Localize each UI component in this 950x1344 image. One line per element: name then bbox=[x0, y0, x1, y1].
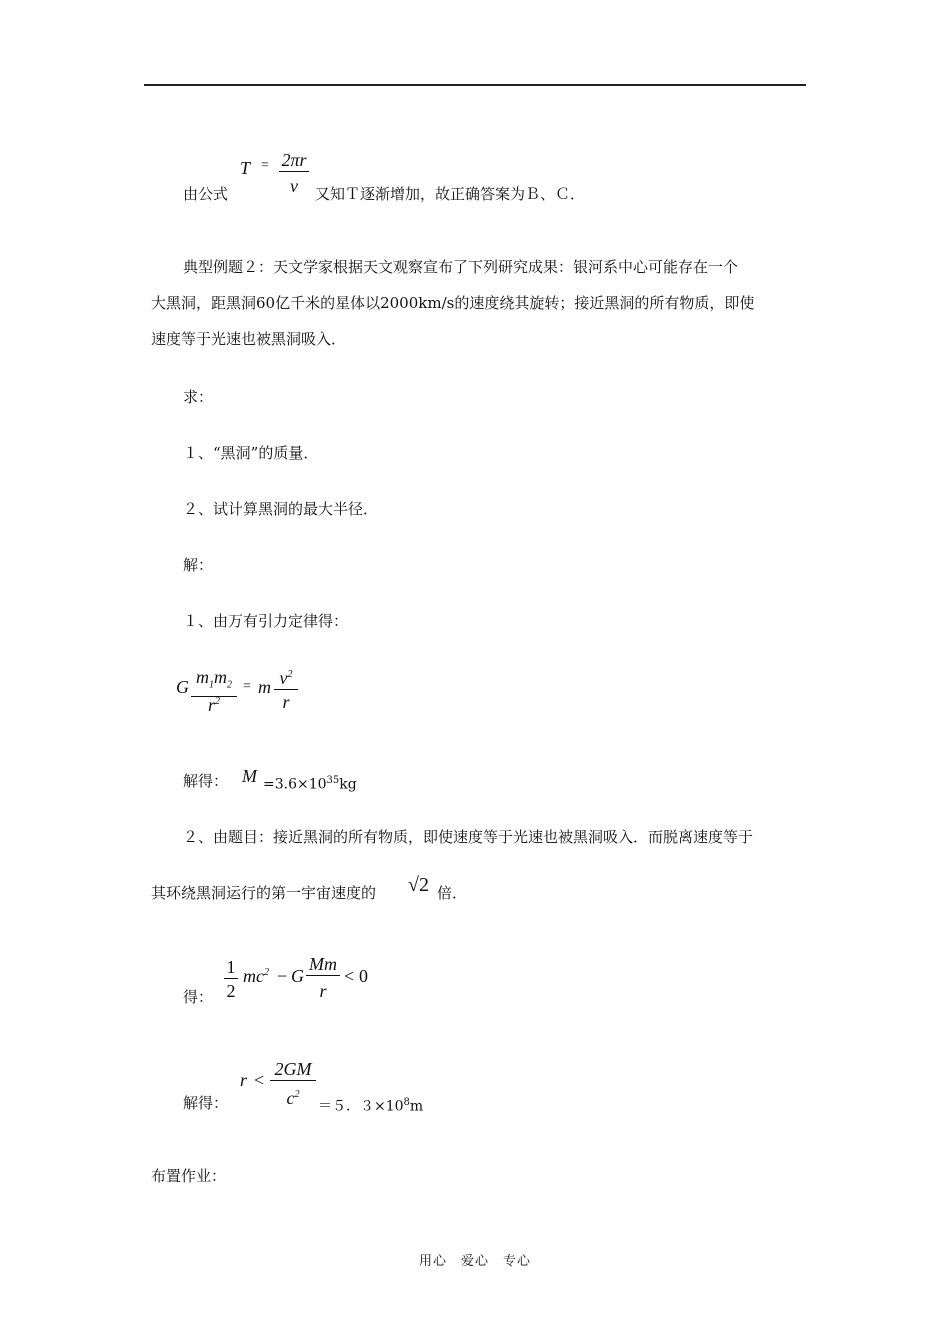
header-rule bbox=[144, 84, 806, 86]
formula1-numerator: 2πr bbox=[279, 150, 309, 172]
solution-step-2-line-2-post: 倍． bbox=[437, 884, 468, 902]
eq2-mc2: $mc^2$ bbox=[243, 966, 269, 986]
formula1-prefix: 由公式 bbox=[183, 185, 229, 203]
eq1-m: m bbox=[258, 677, 271, 697]
solution-step-1: １、由万有引力定律得： bbox=[183, 612, 349, 630]
eq2-minus: − bbox=[277, 966, 288, 986]
eq1-v-numerator: $v^2$ bbox=[274, 664, 298, 690]
result2-lt: < bbox=[254, 1070, 265, 1090]
question-2: ２、试计算黑洞的最大半径． bbox=[183, 500, 379, 518]
formula1-lhs: T bbox=[240, 158, 251, 178]
eq2-zero: 0 bbox=[359, 966, 368, 986]
solution-step-2-line-2-pre: 其环绕黑洞运行的第一宇宙速度的 bbox=[151, 884, 377, 902]
example-line-3: 速度等于光速也被黑洞吸入． bbox=[151, 330, 347, 348]
formula1-denominator: v bbox=[290, 176, 298, 196]
result1-var: M bbox=[242, 766, 257, 786]
result2-numerator: 2GM bbox=[270, 1058, 316, 1081]
result2-label: 解得： bbox=[183, 1094, 229, 1112]
ask-label: 求： bbox=[183, 388, 214, 406]
eq1-v-denominator: r bbox=[282, 692, 290, 712]
solution-step-2-line-1: ２、由题目：接近黑洞的所有物质，即使速度等于光速也被黑洞吸入．而脱离速度等于 bbox=[183, 828, 754, 846]
homework-heading: 布置作业： bbox=[151, 1167, 227, 1185]
solution-label: 解： bbox=[183, 556, 214, 574]
formula1-eq: = bbox=[261, 158, 269, 173]
eq2-g: G bbox=[291, 966, 304, 986]
example-line-2: 大黑洞，距黑洞60亿千米的星体以2000km/s的速度绕其旋转；接近黑洞的所有物质，即使 bbox=[151, 294, 755, 312]
example-line-1: 典型例题２：天文学家根据天文观察宣布了下列研究成果：银河系中心可能存在一个 bbox=[183, 258, 739, 276]
eq1-denominator: $r^2$ bbox=[207, 695, 220, 715]
eq2-numerator: Mm bbox=[306, 953, 340, 976]
eq1-equals: = bbox=[243, 679, 251, 694]
eq1-numerator: $m_1m_2$ bbox=[191, 667, 237, 697]
result2-denominator: $c^2$ bbox=[286, 1088, 300, 1108]
question-1: １、“黑洞”的质量． bbox=[183, 444, 319, 462]
page-footer: 用心 爱心 专心 bbox=[418, 1254, 531, 1269]
eq2-half-num: 1 bbox=[224, 956, 238, 979]
result2-r: r bbox=[240, 1070, 248, 1090]
eq2-half-den: 2 bbox=[226, 981, 236, 1001]
sqrt2-radical: √2 bbox=[408, 874, 429, 896]
formula1-suffix: 又知Ｔ逐渐增加，故正确答案为Ｂ、Ｃ． bbox=[315, 185, 586, 203]
result1-value: $=3.6\times 10^{35}kg$ bbox=[263, 775, 357, 793]
eq2-lt: < bbox=[344, 966, 355, 986]
result2-value: ＝５．$3\times 10^8m$ bbox=[318, 1097, 424, 1115]
result1-label: 解得： bbox=[183, 772, 229, 790]
eq1-g: G bbox=[176, 677, 189, 697]
eq2-label: 得： bbox=[183, 988, 214, 1006]
eq2-denominator: r bbox=[319, 981, 327, 1001]
